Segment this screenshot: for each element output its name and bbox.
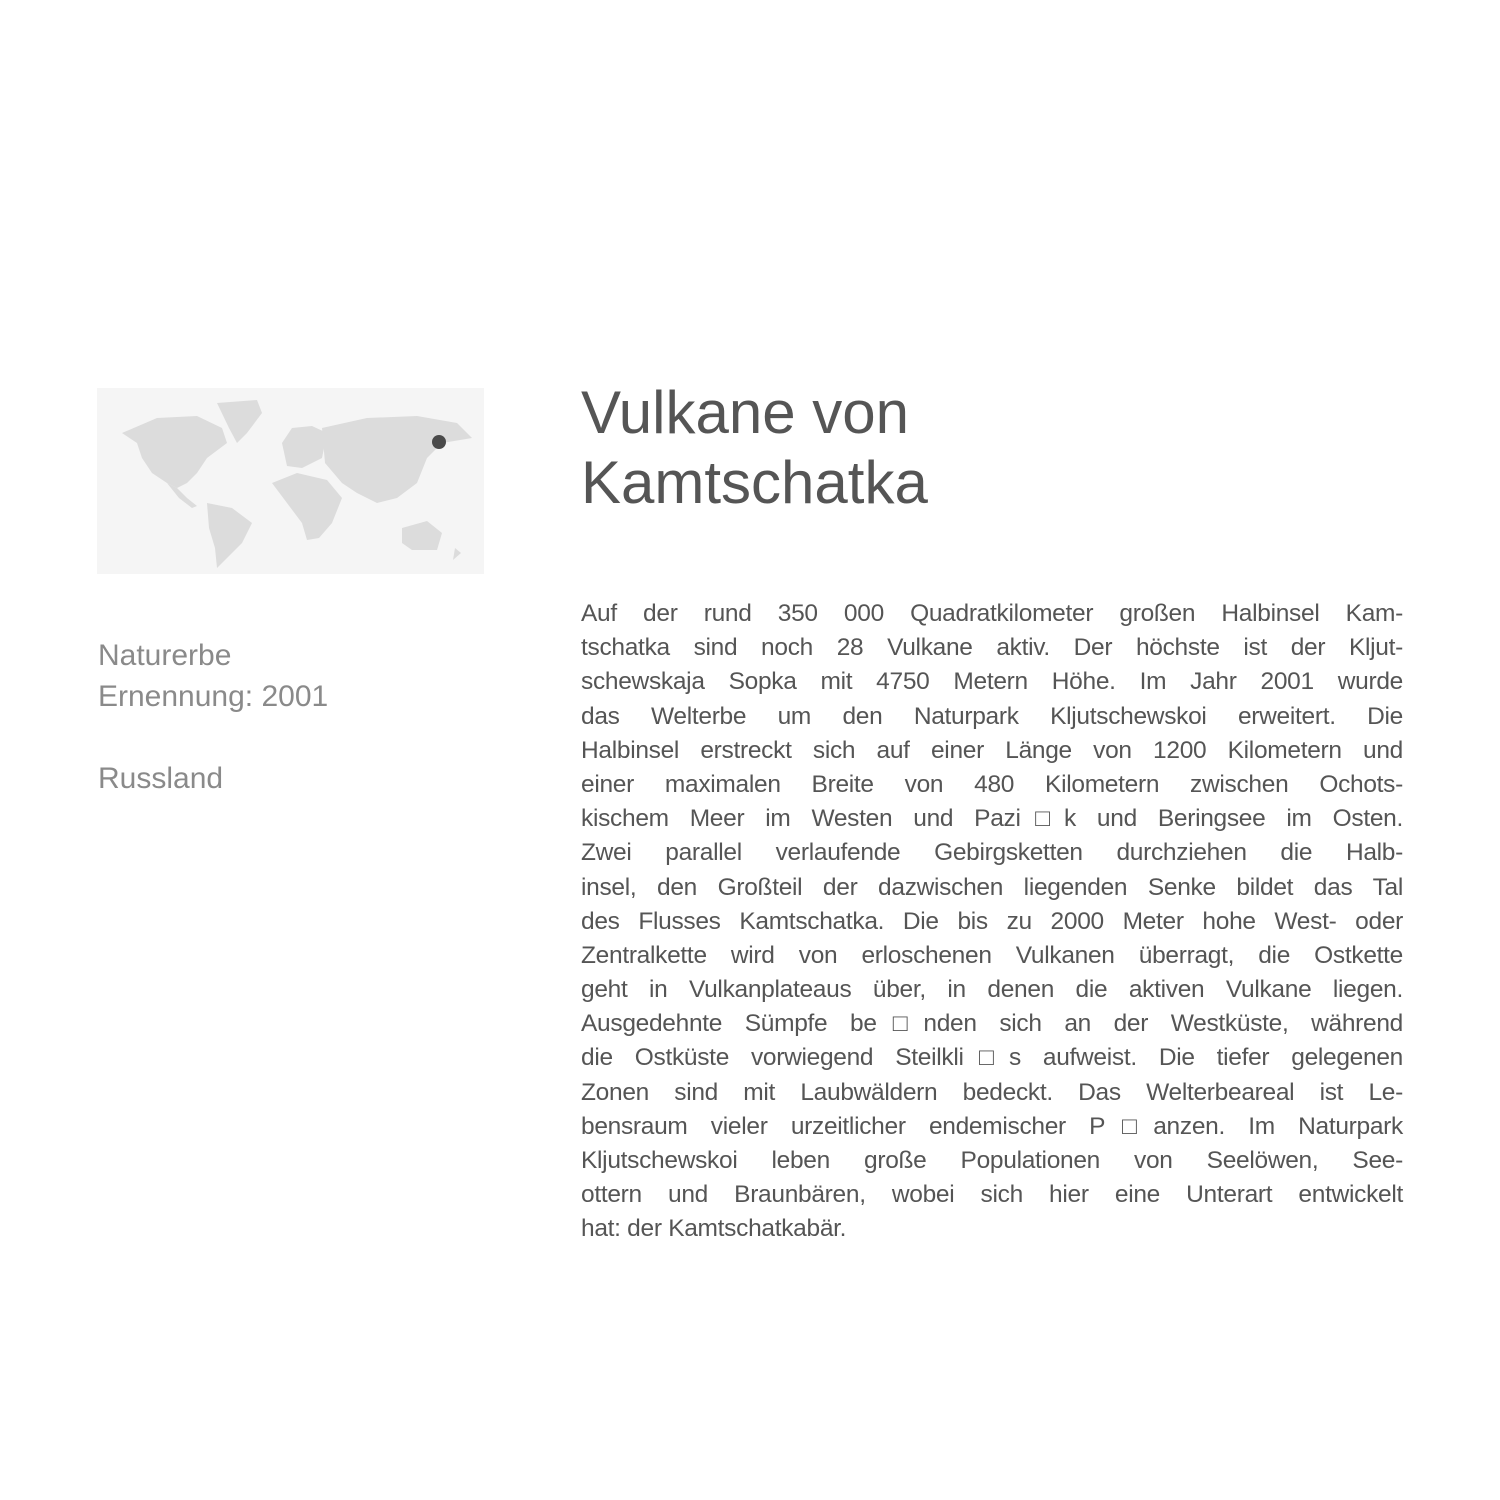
body-line: Ausgedehnte Sümpfe be□nden sich an der Westküste, während: [581, 1010, 1403, 1038]
body-line: insel, den Großteil der dazwischen liegenden Senke bildet das Tal: [581, 873, 1403, 901]
title-line-2: Kamtschatka: [581, 449, 928, 516]
page-title: [581, 378, 928, 518]
description-text: [581, 597, 1403, 1247]
body-line: die Ostküste vorwiegend Steilkli□s aufweist. Die tiefer gelegenen: [581, 1044, 1403, 1072]
body-line: das Welterbe um den Naturpark Kljutschewskoi erweitert. Die: [581, 702, 1403, 730]
body-line: Halbinsel erstreckt sich auf einer Länge von 1200 Kilometern und: [581, 736, 1403, 764]
asia: [322, 416, 472, 503]
australia: [402, 521, 442, 550]
africa: [272, 473, 342, 540]
new-zealand: [453, 548, 461, 560]
north-america: [122, 416, 227, 488]
body-line: Zwei parallel verlaufende Gebirgsketten durchziehen die Halb-: [581, 839, 1403, 867]
body-line: Auf der rund 350 000 Quadratkilometer großen Halbinsel Kam-: [581, 600, 1403, 627]
title-line-1: Vulkane von: [581, 379, 910, 446]
location-marker: [432, 435, 446, 449]
heritage-category: Naturerbe: [98, 639, 232, 672]
south-america: [207, 503, 252, 568]
body-line: Zentralkette wird von erloschenen Vulkanen überragt, die Ostkette: [581, 941, 1403, 969]
body-line: tschatka sind noch 28 Vulkane aktiv. Der höchste ist der Kljut-: [581, 634, 1403, 662]
world-map-graphic: [97, 388, 484, 574]
body-line: Kljutschewskoi leben große Populationen von Seelöwen, See-: [581, 1147, 1403, 1174]
body-line: ottern und Braunbären, wobei sich hier eine Unterart entwickelt: [581, 1181, 1403, 1209]
body-line: schewskaja Sopka mit 4750 Metern Höhe. Im Jahr 2001 wurde: [581, 668, 1403, 696]
body-line: einer maximalen Breite von 480 Kilometern zwischen Ochots-: [581, 770, 1403, 798]
body-line: Zonen sind mit Laubwäldern bedeckt. Das Welterbeareal ist Le-: [581, 1078, 1403, 1106]
body-line: des Flusses Kamtschatka. Die bis zu 2000 Meter hohe West- oder: [581, 907, 1403, 935]
country: Russland: [98, 762, 224, 795]
body-line: hat: der Kamtschatkabär.: [581, 1215, 847, 1243]
body-line: bensraum vieler urzeitlicher endemischer P□anzen. Im Naturpark: [581, 1112, 1403, 1140]
europe: [282, 426, 327, 468]
central-america: [167, 483, 197, 508]
designation-year: Ernennung: 2001: [98, 680, 329, 713]
body-line: kischem Meer im Westen und Pazi□k und Beringsee im Osten.: [581, 805, 1403, 833]
body-line: geht in Vulkanplateaus über, in denen die aktiven Vulkane liegen.: [581, 976, 1403, 1004]
world-map: [97, 388, 484, 574]
